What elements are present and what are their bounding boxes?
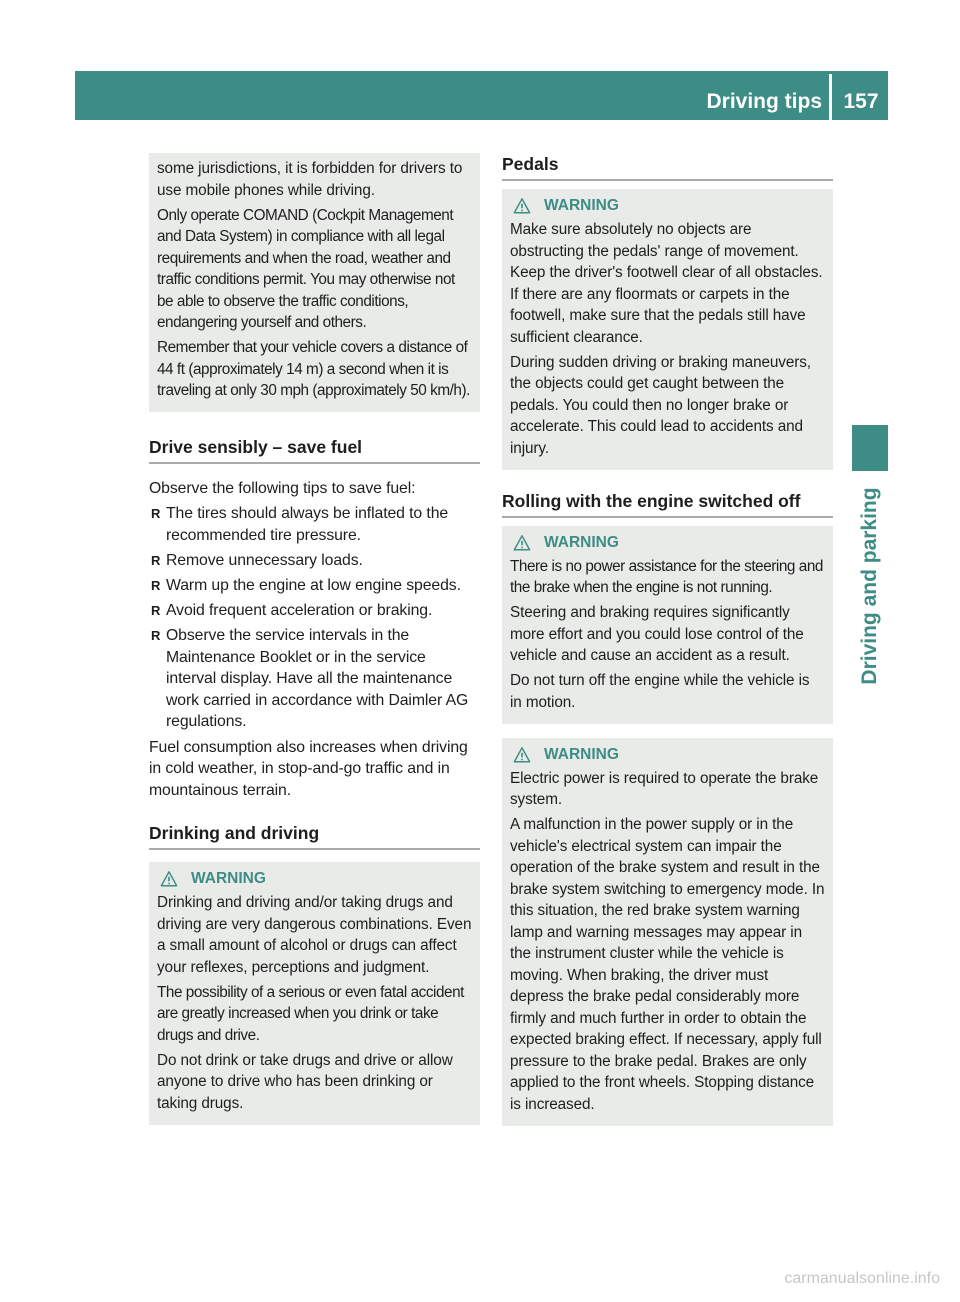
warning-triangle-icon: [160, 870, 178, 888]
right-column: [502, 149, 833, 1126]
save-fuel-closing: Fuel consumption also increases when driving in cold weather, in stop-and-go traffic and in mountainous terrain.: [149, 738, 468, 799]
list-item: R Observe the service intervals in the Maintenance Booklet or in the service interval display. Have all the maintenance work carried in accordance with Daimler AG regulations.: [151, 627, 469, 731]
warning-triangle-icon: [513, 746, 531, 764]
warning-label: WARNING: [544, 533, 619, 551]
warning-paragraph: Drinking and driving and/or taking drugs and driving are very dangerous combinations. Even a small amount of alcohol or drugs can affect your reflexes, perceptions and judgment.: [157, 894, 472, 976]
list-item: R The tires should always be inflated to the recommended tire pressure.: [151, 505, 449, 544]
section-heading-drinking: Drinking and driving: [149, 822, 480, 850]
warning-paragraph: Make sure absolutely no objects are obstructing the pedals' range of movement. Keep the driver's footwell clear of all obstacles. If there are any floormats or carpets in the footwell, make sure that the pedals still have sufficient clearance.: [510, 221, 823, 346]
section-heading-rolling: Rolling with the engine switched off: [502, 490, 833, 518]
header-divider: [829, 74, 832, 120]
warning-paragraph: some jurisdictions, it is forbidden for drivers to use mobile phones while driving.: [157, 160, 463, 199]
side-tab-marker: [852, 425, 888, 471]
warning-paragraph: There is no power assistance for the steering and the brake when the engine is not running.: [510, 557, 823, 596]
bullet-marker: R: [151, 602, 161, 618]
warning-label: WARNING: [191, 870, 266, 888]
save-fuel-intro: Observe the following tips to save fuel:: [149, 480, 416, 497]
warning-paragraph: Only operate COMAND (Cockpit Management and Data System) in compliance with all legal requirements and when the road, weather and traffic conditions permit. You may otherwise not be able to observe the traffic conditions, endangering yourself and others.: [157, 206, 455, 331]
warning-paragraph: Electric power is required to operate the brake system.: [510, 769, 819, 808]
pedals-warning-box: [502, 189, 833, 470]
warning-label: WARNING: [544, 745, 619, 763]
section-heading-save-fuel: Drive sensibly – save fuel: [149, 436, 480, 464]
page-number: 157: [843, 90, 879, 113]
warning-header: [157, 869, 472, 889]
warning-paragraph: The possibility of a serious or even fatal accident are greatly increased when you drink or take drugs and drive.: [157, 983, 464, 1044]
warning-header: [510, 745, 825, 765]
bullet-marker: R: [151, 552, 161, 568]
warning-paragraph: Remember that your vehicle covers a distance of 44 ft (approximately 14 m) a second when it is traveling at only 30 mph (approximately 50 km/h).: [157, 339, 470, 399]
section-heading-pedals: Pedals: [502, 149, 833, 181]
warning-triangle-icon: [513, 197, 531, 215]
warning-label: WARNING: [544, 197, 619, 214]
warning-paragraph: Do not turn off the engine while the vehicle is in motion.: [510, 672, 810, 711]
list-item: R Remove unnecessary loads.: [149, 550, 480, 572]
intro-warning-continuation: [149, 153, 480, 412]
list-item: R Warm up the engine at low engine speeds.: [149, 575, 480, 597]
bullet-marker: R: [151, 577, 161, 593]
warning-header: [510, 533, 825, 553]
warning-paragraph: Do not drink or take drugs and drive or allow anyone to drive who has been drinking or taking drugs.: [157, 1051, 453, 1112]
list-item: R Avoid frequent acceleration or braking.: [149, 600, 480, 622]
drinking-warning-box: [149, 862, 480, 1125]
bullet-marker: R: [151, 506, 161, 522]
warning-paragraph: During sudden driving or braking maneuvers, the objects could get caught between the pedals. You could then no longer brake or accelerate. This could lead to accidents and injury.: [510, 353, 811, 457]
warning-paragraph: Steering and braking requires significantly more effort and you could lose control of the vehicle and cause an accident as a result.: [510, 604, 804, 664]
warning-header: [510, 196, 825, 216]
rolling-warning-box-2: [502, 738, 833, 1126]
warning-triangle-icon: [513, 534, 531, 552]
page-title: Driving tips: [706, 90, 822, 113]
bullet-marker: R: [151, 628, 161, 644]
left-column: [149, 153, 480, 1125]
watermark: carmanualsonline.info: [784, 1270, 940, 1287]
rolling-warning-box-1: [502, 526, 833, 724]
side-tab-label: Driving and parking: [858, 487, 881, 685]
save-fuel-list: [149, 503, 480, 733]
warning-paragraph: A malfunction in the power supply or in the vehicle's electrical system can impair the operation of the brake system and result in the brake system switching to emergency mode. In this situation, the red brake system warning lamp and warning messages may appear in the instrument cluster while the vehicle is moving. When braking, the driver must depress the brake pedal considerably more firmly and much further in order to obtain the expected braking effect. If necessary, apply full pressure to the brake pedal. Brakes are only applied to the front wheels. Stopping distance is increased.: [510, 816, 825, 1113]
